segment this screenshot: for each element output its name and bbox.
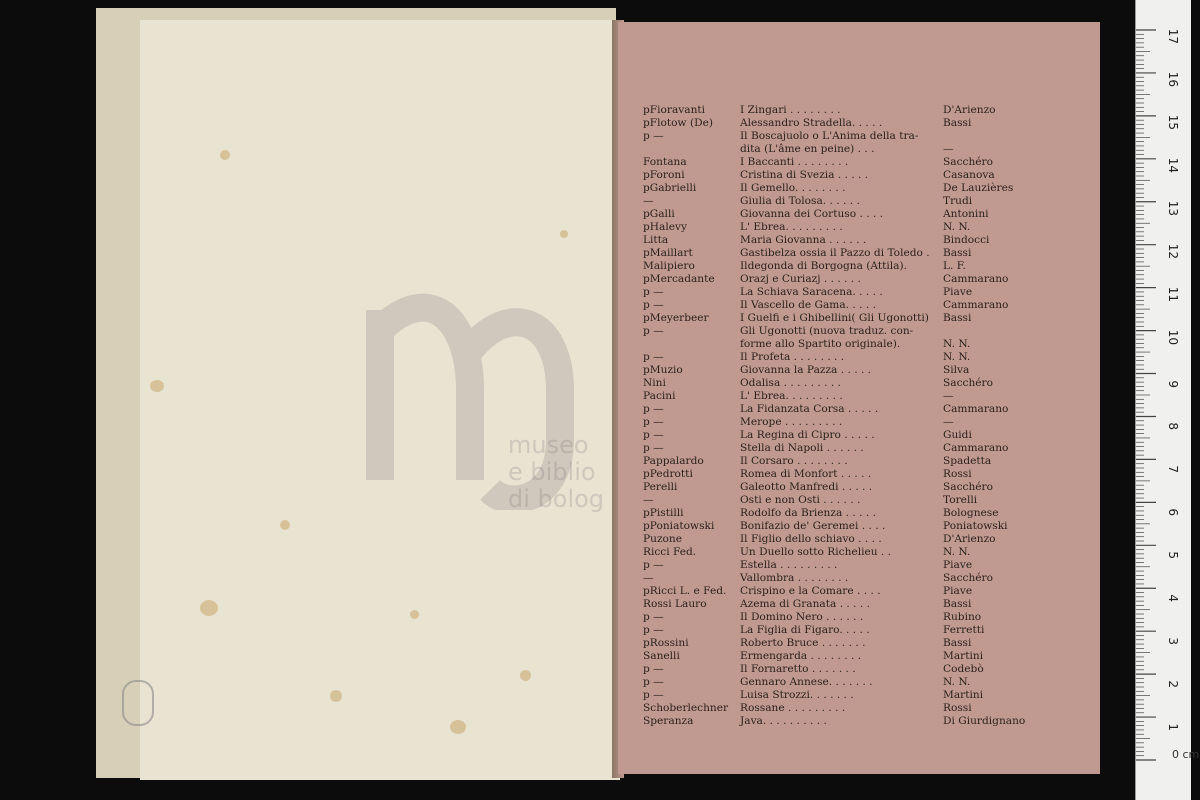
- foxing-spot: [150, 380, 164, 392]
- entry-composer: Ricci Fed.: [643, 546, 697, 558]
- list-item: [643, 650, 1093, 663]
- list-item: [643, 182, 1093, 195]
- entry-author: Bolognese: [943, 507, 999, 519]
- measuring-ruler: [1135, 0, 1191, 800]
- ruler-number: 3: [1166, 637, 1180, 646]
- list-item: [643, 364, 1093, 377]
- list-item: [643, 520, 1093, 533]
- foxing-spot: [450, 720, 466, 734]
- opera-list: [643, 104, 1093, 728]
- entry-author: N. N.: [943, 351, 971, 363]
- entry-title: Il Corsaro . . . . . . . .: [740, 455, 848, 467]
- entry-title: Luisa Strozzi. . . . . . .: [740, 689, 854, 701]
- entry-composer: Pacini: [643, 390, 676, 402]
- entry-author: Sacchéro: [943, 156, 993, 168]
- entry-author: De Lauzières: [943, 182, 1014, 194]
- entry-author: Cammarano: [943, 273, 1009, 285]
- entry-composer: pHalevy: [643, 221, 687, 233]
- entry-composer: p —: [643, 442, 664, 454]
- entry-title: La Figlia di Figaro. . . . .: [740, 624, 870, 636]
- entry-title: Galeotto Manfredi . . . . .: [740, 481, 873, 493]
- entry-title: Java. . . . . . . . . .: [740, 715, 827, 727]
- entry-title: Azema di Granata . . . . .: [740, 598, 870, 610]
- entry-title: Rossane . . . . . . . . .: [740, 702, 846, 714]
- entry-composer: pRicci L. e Fed.: [643, 585, 727, 597]
- entry-title: Ermengarda . . . . . . . .: [740, 650, 862, 662]
- ruler-number: 14: [1166, 157, 1180, 173]
- list-item: [643, 481, 1093, 494]
- entry-title: Gennaro Annese. . . . . . .: [740, 676, 873, 688]
- list-item: [643, 156, 1093, 169]
- entry-composer: Perelli: [643, 481, 678, 493]
- entry-composer: p —: [643, 624, 664, 636]
- entry-composer: —: [643, 494, 654, 506]
- ruler-number: 6: [1166, 508, 1180, 517]
- list-item: [643, 208, 1093, 221]
- entry-author: Bassi: [943, 637, 972, 649]
- entry-composer: p —: [643, 676, 664, 688]
- list-item: [643, 403, 1093, 416]
- entry-title: Crispino e la Comare . . . .: [740, 585, 881, 597]
- foxing-spot: [410, 610, 419, 619]
- entry-composer: pPedrotti: [643, 468, 693, 480]
- entry-author: Rubino: [943, 611, 982, 623]
- ruler-number: 5: [1166, 551, 1180, 560]
- list-item: [643, 169, 1093, 182]
- ruler-number: 1: [1166, 723, 1180, 732]
- entry-author: Ferretti: [943, 624, 985, 636]
- entry-composer: Speranza: [643, 715, 694, 727]
- entry-composer: Nini: [643, 377, 666, 389]
- ruler-number: 16: [1166, 71, 1180, 87]
- list-item: [643, 689, 1093, 702]
- entry-title: Gli Ugonotti (nuova traduz. con-: [740, 325, 914, 337]
- ruler-number: 15: [1166, 114, 1180, 130]
- list-item: [643, 312, 1093, 325]
- entry-author: Bassi: [943, 312, 972, 324]
- entry-title: Rodolfo da Brienza . . . . .: [740, 507, 876, 519]
- entry-composer: p —: [643, 403, 664, 415]
- entry-author: L. F.: [943, 260, 966, 272]
- entry-composer: Puzone: [643, 533, 683, 545]
- entry-composer: Pappalardo: [643, 455, 704, 467]
- list-item: [643, 286, 1093, 299]
- entry-composer: pGabrielli: [643, 182, 697, 194]
- entry-title: Il Figlio dello schiavo . . . .: [740, 533, 882, 545]
- foxing-spot: [280, 520, 290, 530]
- entry-composer: p —: [643, 663, 664, 675]
- entry-composer: p —: [643, 325, 664, 337]
- entry-author: Antonini: [943, 208, 989, 220]
- entry-composer: pFlotow (De): [643, 117, 713, 129]
- entry-title: Cristina di Svezia . . . . .: [740, 169, 869, 181]
- entry-composer: pMeyerbeer: [643, 312, 709, 324]
- entry-author: Torelli: [943, 494, 978, 506]
- list-item: [643, 546, 1093, 559]
- entry-author: Guidi: [943, 429, 972, 441]
- entry-author: Codebò: [943, 663, 984, 675]
- entry-title: Il Vascello de Gama. . . . .: [740, 299, 876, 311]
- list-item: [643, 494, 1093, 507]
- entry-composer: pGalli: [643, 208, 675, 220]
- entry-author: Sacchéro: [943, 481, 993, 493]
- entry-composer: p —: [643, 689, 664, 701]
- list-item: [643, 468, 1093, 481]
- entry-title: Ildegonda di Borgogna (Attila).: [740, 260, 907, 272]
- entry-composer: —: [643, 195, 654, 207]
- entry-author: Sacchéro: [943, 572, 993, 584]
- entry-author: Poniatowski: [943, 520, 1008, 532]
- entry-author: Bassi: [943, 117, 972, 129]
- entry-composer: p —: [643, 416, 664, 428]
- entry-composer: pForoni: [643, 169, 685, 181]
- list-item: [643, 221, 1093, 234]
- entry-author: Martini: [943, 650, 984, 662]
- entry-composer: p —: [643, 611, 664, 623]
- entry-author: Spadetta: [943, 455, 992, 467]
- entry-author: D'Arienzo: [943, 104, 996, 116]
- entry-title: La Regina di Cipro . . . . .: [740, 429, 875, 441]
- watermark-line: e biblio: [508, 458, 596, 486]
- list-item: [643, 715, 1093, 728]
- list-item: [643, 260, 1093, 273]
- entry-title: L' Ebrea. . . . . . . . .: [740, 221, 843, 233]
- list-item: [643, 572, 1093, 585]
- list-item: [643, 442, 1093, 455]
- list-item: [643, 598, 1093, 611]
- entry-author: Casanova: [943, 169, 995, 181]
- entry-composer: Malipiero: [643, 260, 695, 272]
- entry-author: Silva: [943, 364, 970, 376]
- entry-title: L' Ebrea. . . . . . . . .: [740, 390, 843, 402]
- list-item: [643, 247, 1093, 260]
- entry-title: Giulia di Tolosa. . . . . .: [740, 195, 860, 207]
- ruler-number: 10: [1166, 329, 1180, 345]
- list-item: [643, 273, 1093, 286]
- list-item: [643, 195, 1093, 208]
- entry-author: Rossi: [943, 702, 972, 714]
- entry-title: Giovanna dei Cortuso . . . .: [740, 208, 884, 220]
- list-item: [643, 104, 1093, 117]
- list-item: [643, 624, 1093, 637]
- entry-composer: Fontana: [643, 156, 687, 168]
- entry-composer: pMuzio: [643, 364, 683, 376]
- entry-composer: pPistilli: [643, 507, 684, 519]
- entry-title: Il Profeta . . . . . . . .: [740, 351, 845, 363]
- entry-composer: pMaillart: [643, 247, 693, 259]
- entry-title: Gastibelza ossia il Pazzo di Toledo .: [740, 247, 930, 259]
- entry-title: I Zingari . . . . . . . .: [740, 104, 841, 116]
- ruler-number: 8: [1166, 422, 1180, 431]
- entry-composer: p —: [643, 130, 664, 142]
- list-item: [643, 637, 1093, 650]
- ruler-number: 2: [1166, 680, 1180, 689]
- foxing-spot: [560, 230, 568, 238]
- entry-author: Di Giurdignano: [943, 715, 1026, 727]
- foxing-spot: [220, 150, 230, 160]
- list-item: [643, 611, 1093, 624]
- entry-author: N. N.: [943, 546, 971, 558]
- entry-title: Un Duello sotto Richelieu . .: [740, 546, 892, 558]
- entry-title: dita (L'âme en peine) . . .: [740, 143, 875, 155]
- entry-title: Vallombra . . . . . . . .: [740, 572, 849, 584]
- list-item: [643, 377, 1093, 390]
- entry-title: Roberto Bruce . . . . . . .: [740, 637, 866, 649]
- list-item: [643, 234, 1093, 247]
- entry-author: Cammarano: [943, 442, 1009, 454]
- entry-composer: Sanelli: [643, 650, 680, 662]
- entry-title: Alessandro Stradella. . . . .: [740, 117, 883, 129]
- entry-title: Odalisa . . . . . . . . .: [740, 377, 841, 389]
- entry-author: Bindocci: [943, 234, 990, 246]
- ruler-number: 13: [1166, 200, 1180, 216]
- entry-author: N. N.: [943, 338, 971, 350]
- entry-author: —: [943, 390, 954, 402]
- entry-composer: pRossini: [643, 637, 689, 649]
- list-item: [643, 676, 1093, 689]
- list-item: [643, 299, 1093, 312]
- foxing-spot: [520, 670, 531, 681]
- entry-title: Merope . . . . . . . . .: [740, 416, 843, 428]
- ruler-unit-label: 0 cm: [1172, 748, 1200, 761]
- entry-author: D'Arienzo: [943, 533, 996, 545]
- watermark-text: [508, 432, 604, 513]
- entry-composer: p —: [643, 299, 664, 311]
- list-item: [643, 455, 1093, 468]
- entry-author: Piave: [943, 585, 973, 597]
- entry-composer: p —: [643, 429, 664, 441]
- entry-title: Osti e non Osti . . . . . .: [740, 494, 861, 506]
- entry-author: N. N.: [943, 221, 971, 233]
- entry-title: Giovanna la Pazza . . . . .: [740, 364, 872, 376]
- ruler-number: 11: [1166, 286, 1180, 302]
- entry-title: Maria Giovanna . . . . . .: [740, 234, 867, 246]
- entry-title: Estella . . . . . . . . .: [740, 559, 838, 571]
- library-stamp: [122, 680, 154, 726]
- entry-title: Il Gemello. . . . . . . .: [740, 182, 846, 194]
- list-item: [643, 130, 1093, 143]
- entry-title: I Guelfi e i Ghibellini( Gli Ugonotti): [740, 312, 929, 324]
- list-item: [643, 507, 1093, 520]
- entry-composer: p —: [643, 351, 664, 363]
- list-item: [643, 117, 1093, 130]
- list-item: [643, 429, 1093, 442]
- ruler-number: 12: [1166, 243, 1180, 259]
- entry-title: Romea di Monfort . . . . .: [740, 468, 872, 480]
- list-item: [643, 390, 1093, 403]
- watermark-line: di bolog: [508, 485, 605, 513]
- entry-composer: —: [643, 572, 654, 584]
- entry-author: Trudi: [943, 195, 973, 207]
- entry-author: Piave: [943, 286, 973, 298]
- entry-composer: pMercadante: [643, 273, 715, 285]
- entry-title: La Schiava Saracena. . . . .: [740, 286, 883, 298]
- entry-author: Cammarano: [943, 403, 1009, 415]
- list-item: [643, 143, 1093, 156]
- list-item: [643, 559, 1093, 572]
- entry-author: Sacchéro: [943, 377, 993, 389]
- entry-author: Martini: [943, 689, 984, 701]
- list-item: [643, 702, 1093, 715]
- entry-title: La Fidanzata Corsa . . . . .: [740, 403, 879, 415]
- ruler-ticks: [1136, 0, 1191, 800]
- entry-author: Piave: [943, 559, 973, 571]
- ruler-number: 4: [1166, 594, 1180, 603]
- entry-author: Bassi: [943, 247, 972, 259]
- entry-author: —: [943, 143, 954, 155]
- list-item: [643, 351, 1093, 364]
- entry-composer: pPoniatowski: [643, 520, 715, 532]
- entry-composer: Litta: [643, 234, 669, 246]
- entry-composer: p —: [643, 559, 664, 571]
- entry-title: forme allo Spartito originale).: [740, 338, 901, 350]
- entry-title: Il Fornaretto . . . . . . .: [740, 663, 856, 675]
- entry-author: Cammarano: [943, 299, 1009, 311]
- entry-author: Bassi: [943, 598, 972, 610]
- list-item: [643, 663, 1093, 676]
- list-item: [643, 338, 1093, 351]
- entry-title: Stella di Napoli . . . . . .: [740, 442, 864, 454]
- entry-composer: Schoberlechner: [643, 702, 729, 714]
- list-item: [643, 533, 1093, 546]
- list-item: [643, 325, 1093, 338]
- foxing-spot: [330, 690, 342, 702]
- ruler-number: 17: [1166, 28, 1180, 44]
- ruler-number: 7: [1166, 465, 1180, 474]
- watermark-line: museo: [508, 431, 589, 459]
- entry-title: I Baccanti . . . . . . . .: [740, 156, 849, 168]
- entry-title: Il Domino Nero . . . . . .: [740, 611, 864, 623]
- entry-composer: Rossi Lauro: [643, 598, 707, 610]
- entry-author: N. N.: [943, 676, 971, 688]
- list-item: [643, 585, 1093, 598]
- foxing-spot: [200, 600, 218, 616]
- entry-composer: p —: [643, 286, 664, 298]
- entry-title: Orazj e Curiazj . . . . . .: [740, 273, 861, 285]
- entry-author: Rossi: [943, 468, 972, 480]
- entry-title: Bonifazio de' Geremei . . . .: [740, 520, 886, 532]
- entry-composer: pFioravanti: [643, 104, 706, 116]
- entry-author: —: [943, 416, 954, 428]
- ruler-number: 9: [1166, 379, 1180, 388]
- entry-title: Il Boscajuolo o L'Anima della tra-: [740, 130, 919, 142]
- list-item: [643, 416, 1093, 429]
